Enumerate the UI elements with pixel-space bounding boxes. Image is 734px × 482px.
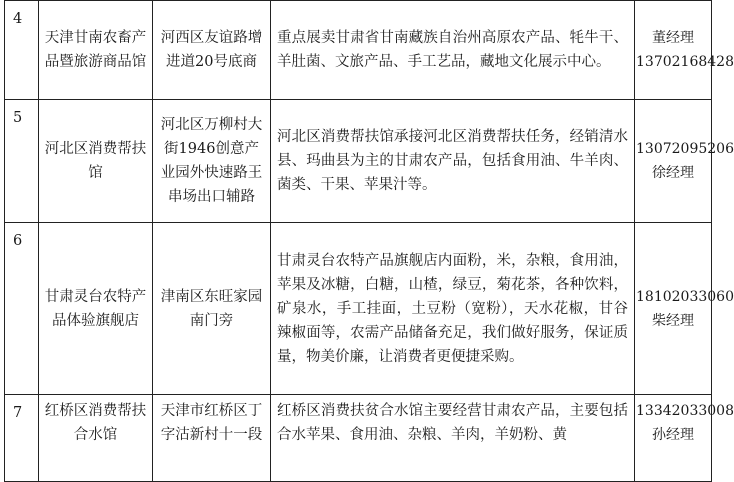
venue-address: 天津市红桥区丁字沽新村十一段 <box>153 395 271 482</box>
venue-contact <box>635 100 734 223</box>
venue-name: 天津甘南农畜产品暨旅游商品馆 <box>39 1 153 100</box>
venue-address: 津南区东旺家园南门旁 <box>153 223 271 395</box>
venue-description: 甘肃灵台农特产品旗舰店内面粉，米，杂粮，食用油，苹果及冰糖，白糖，山楂，绿豆，菊花茶，各种饮料，矿泉水，手工挂面，土豆粉（宽粉），天水花椒，甘谷辣椒面等，农需产品储备充足，我们做好服务，保证质量，物美价廉，让消费者更便捷采购。 <box>271 223 635 395</box>
row-number: 5 <box>5 100 39 223</box>
row-number: 4 <box>5 1 39 100</box>
contact-phone: 13072095206 <box>636 141 734 157</box>
venue-description: 河北区消费帮扶馆承接河北区消费帮扶任务，经销清水县、玛曲县为主的甘肃农产品，包括食用油、牛羊肉、菌类、干果、苹果汁等。 <box>271 100 635 223</box>
contact-phone: 13702168428 <box>636 54 734 70</box>
venue-address: 河西区友谊路增进道20号底商 <box>153 1 271 100</box>
merchant-table <box>4 0 734 482</box>
contact-person: 孙经理 <box>652 427 694 443</box>
venue-name: 红桥区消费帮扶合水馆 <box>39 395 153 482</box>
contact-person: 董经理 <box>652 30 694 46</box>
contact-phone: 18102033060 <box>636 288 734 305</box>
row-number: 6 <box>5 223 39 395</box>
table-row <box>5 223 712 395</box>
table-row <box>5 100 712 223</box>
venue-description: 红桥区消费扶贫合水馆主要经营甘肃农产品，主要包括合水苹果、食用油、杂粮、羊肉，羊奶粉、黄 <box>271 395 635 482</box>
venue-name: 甘肃灵台农特产品体验旗舰店 <box>39 223 153 395</box>
table-row <box>5 395 712 482</box>
venue-contact <box>635 395 734 482</box>
contact-person: 徐经理 <box>652 165 694 181</box>
row-number: 7 <box>5 395 39 482</box>
venue-address: 河北区万柳村大街1946创意产业园外快速路王串场出口辅路 <box>153 100 271 223</box>
venue-contact <box>635 223 734 395</box>
venue-contact <box>635 1 734 100</box>
table-row <box>5 1 712 100</box>
contact-person: 柴经理 <box>652 312 694 329</box>
contact-phone: 13342033008 <box>636 403 734 419</box>
venue-description: 重点展卖甘肃省甘南藏族自治州高原农产品、牦牛干、羊肚菌、文旅产品、手工艺品，藏地文化展示中心。 <box>271 1 635 100</box>
venue-name: 河北区消费帮扶馆 <box>39 100 153 223</box>
